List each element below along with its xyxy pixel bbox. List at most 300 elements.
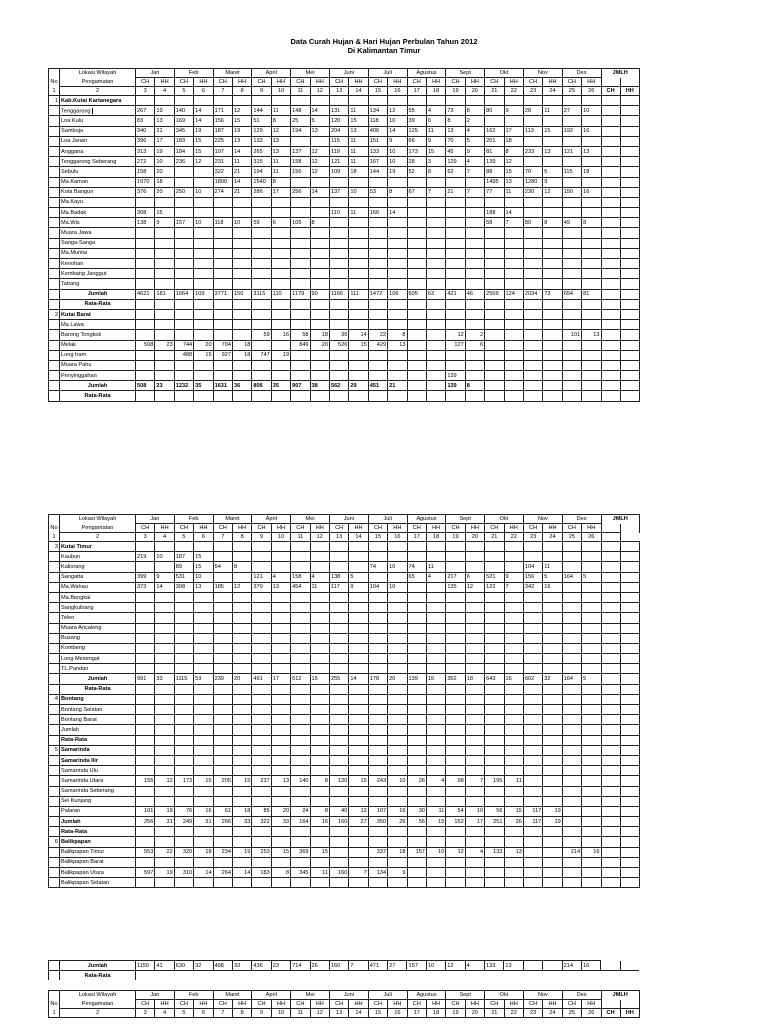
hh-value <box>504 725 523 735</box>
hh-value <box>271 228 290 238</box>
hh-value <box>388 269 407 279</box>
ch-value: 194 <box>252 167 271 177</box>
ch-value <box>407 381 426 391</box>
ch-value <box>523 320 542 330</box>
ch-value <box>213 238 232 248</box>
header-pengamatan: Pengamatan <box>60 524 136 533</box>
hh-value <box>543 786 562 796</box>
ch-value <box>329 279 348 289</box>
ch-value: 115 <box>329 136 348 146</box>
ch-value: 127 <box>446 340 465 350</box>
ch-value: 256 <box>291 187 310 197</box>
hh-value <box>426 340 445 350</box>
ch-value <box>252 603 271 613</box>
ch-value: 150 <box>562 187 581 197</box>
ch-value: 187 <box>213 126 232 136</box>
ch-value <box>252 684 271 694</box>
station-name: Kaubun <box>60 552 136 562</box>
header-colnum: 13 <box>329 87 348 96</box>
hh-value: 15 <box>504 167 523 177</box>
hh-value: 13 <box>582 330 601 340</box>
hh-value <box>465 837 484 847</box>
row-number <box>49 126 60 136</box>
ch-value <box>446 299 465 309</box>
ch-value <box>562 562 581 572</box>
header-colnum: 20 <box>465 1009 484 1018</box>
jmlh-hh <box>620 572 639 582</box>
table-row <box>49 381 640 391</box>
ch-value <box>368 299 387 309</box>
ch-value: 231 <box>213 157 232 167</box>
ch-value: 54 <box>213 562 232 572</box>
ch-value: 107 <box>368 806 387 816</box>
hh-value <box>155 735 174 745</box>
empty-cell <box>310 971 329 981</box>
ch-value <box>407 340 426 350</box>
hh-value <box>349 320 368 330</box>
table-row <box>49 755 640 765</box>
hh-value <box>504 684 523 694</box>
ch-value <box>136 664 155 674</box>
hh-value <box>426 248 445 258</box>
row-number <box>49 238 60 248</box>
ch-value: 85 <box>252 806 271 816</box>
ch-value: 747 <box>252 350 271 360</box>
hh-value: 106 <box>388 289 407 299</box>
hh-value: 4 <box>465 961 484 971</box>
jmlh-ch <box>601 582 620 592</box>
hh-value <box>271 391 290 401</box>
hh-value <box>426 350 445 360</box>
ch-value <box>213 360 232 370</box>
ch-value: 255 <box>329 674 348 684</box>
hh-value <box>310 562 329 572</box>
hh-value: 15 <box>543 126 562 136</box>
hh-value <box>426 371 445 381</box>
hh-value: 21 <box>232 187 251 197</box>
hh-value <box>465 360 484 370</box>
ch-value: 308 <box>136 208 155 218</box>
hh-value <box>349 664 368 674</box>
ch-value <box>562 827 581 837</box>
jmlh-hh <box>620 197 639 207</box>
hh-value: 15 <box>194 552 213 562</box>
ch-value <box>213 633 232 643</box>
table-row <box>49 868 640 878</box>
hh-value <box>465 633 484 643</box>
ch-value <box>407 391 426 401</box>
hh-value <box>194 371 213 381</box>
hh-value: 16 <box>504 674 523 684</box>
table-row-rata <box>49 971 640 981</box>
ch-value <box>252 766 271 776</box>
header-no: No <box>50 525 58 531</box>
table-row <box>49 633 640 643</box>
hh-value <box>232 259 251 269</box>
row-number <box>49 633 60 643</box>
hh-value <box>155 542 174 552</box>
ch-value <box>446 705 465 715</box>
ch-value <box>174 542 193 552</box>
hh-value <box>582 238 601 248</box>
ch-value <box>329 552 348 562</box>
ch-value <box>291 837 310 847</box>
ch-value <box>446 96 465 106</box>
ch-value: 158 <box>291 572 310 582</box>
ch-value <box>252 643 271 653</box>
hh-value: 33 <box>232 961 251 971</box>
hh-value <box>582 177 601 187</box>
ch-value <box>136 857 155 867</box>
jmlh-hh <box>620 381 639 391</box>
hh-value: 9 <box>543 177 562 187</box>
ch-value <box>407 755 426 765</box>
hh-value <box>426 592 445 602</box>
header-ch: CH <box>368 524 387 533</box>
hh-value <box>426 96 445 106</box>
header-month: Maret <box>213 69 252 78</box>
hh-value <box>194 299 213 309</box>
hh-value: 4 <box>426 776 445 786</box>
ch-value <box>136 259 155 269</box>
ch-value <box>368 623 387 633</box>
jmlh-hh <box>620 684 639 694</box>
jmlh-ch <box>601 694 620 704</box>
ch-value <box>562 269 581 279</box>
header-hh: HH <box>465 1000 484 1009</box>
table-row <box>49 340 640 350</box>
ch-value: 4621 <box>136 289 155 299</box>
hh-value <box>310 238 329 248</box>
ch-value <box>174 197 193 207</box>
ch-value: 310 <box>174 868 193 878</box>
header-colnum: 16 <box>388 87 407 96</box>
ch-value <box>213 613 232 623</box>
station-name: Kab.Kutai Kartanegara <box>60 96 136 106</box>
hh-value <box>310 664 329 674</box>
hh-value <box>582 381 601 391</box>
header-hh: HH <box>271 78 290 87</box>
ch-value: 195 <box>485 776 504 786</box>
header-month: Okt <box>485 991 524 1000</box>
hh-value <box>271 715 290 725</box>
hh-value <box>155 350 174 360</box>
hh-value <box>543 309 562 319</box>
ch-value <box>485 857 504 867</box>
hh-value <box>465 613 484 623</box>
ch-value <box>407 360 426 370</box>
ch-value <box>291 643 310 653</box>
ch-value <box>446 391 465 401</box>
ch-value: 160 <box>329 868 348 878</box>
ch-value: 40 <box>329 806 348 816</box>
table-row <box>49 654 640 664</box>
ch-value <box>174 705 193 715</box>
hh-value: 33 <box>232 817 251 827</box>
hh-value: 17 <box>271 187 290 197</box>
hh-value: 15 <box>194 146 213 156</box>
jmlh-ch <box>601 786 620 796</box>
ch-value <box>562 136 581 146</box>
table-row <box>49 592 640 602</box>
ch-value <box>523 643 542 653</box>
hh-value <box>465 745 484 755</box>
ch-value: 266 <box>213 817 232 827</box>
ch-value <box>174 603 193 613</box>
hh-value <box>310 786 329 796</box>
row-number <box>49 582 60 592</box>
hh-value <box>582 857 601 867</box>
jmlh-ch <box>601 542 620 552</box>
jmlh-ch <box>601 228 620 238</box>
ch-value <box>523 360 542 370</box>
hh-value <box>504 868 523 878</box>
hh-value: 7 <box>465 167 484 177</box>
jmlh-hh <box>620 309 639 319</box>
hh-value <box>271 552 290 562</box>
ch-value <box>368 350 387 360</box>
ch-value <box>329 299 348 309</box>
ch-value <box>213 208 232 218</box>
jmlh-ch <box>601 847 620 857</box>
station-name: Rata-Rata <box>60 971 136 981</box>
ch-value <box>368 705 387 715</box>
ch-value <box>174 857 193 867</box>
hh-value: 16 <box>581 961 600 971</box>
ch-value: 214 <box>562 847 581 857</box>
ch-value <box>368 248 387 258</box>
ch-value <box>174 878 193 888</box>
ch-value <box>523 371 542 381</box>
row-number <box>49 971 60 981</box>
hh-value <box>155 391 174 401</box>
ch-value <box>523 705 542 715</box>
table-row <box>49 309 640 319</box>
ch-value: 101 <box>562 330 581 340</box>
jmlh-ch <box>601 146 620 156</box>
hh-value: 11 <box>426 806 445 816</box>
hh-value <box>271 360 290 370</box>
ch-value <box>562 340 581 350</box>
station-name: Tabang <box>60 279 136 289</box>
hh-value <box>426 643 445 653</box>
row-number <box>49 684 60 694</box>
ch-value: 133 <box>485 961 504 971</box>
hh-value: 14 <box>232 177 251 187</box>
hh-value: 19 <box>155 868 174 878</box>
ch-value: 421 <box>446 289 465 299</box>
hh-value <box>349 694 368 704</box>
ch-value <box>446 197 465 207</box>
jmlh-hh <box>620 371 639 381</box>
jmlh-hh <box>620 817 639 827</box>
hh-value: 10 <box>388 776 407 786</box>
ch-value <box>368 269 387 279</box>
hh-value <box>232 552 251 562</box>
ch-value <box>252 857 271 867</box>
hh-value <box>232 613 251 623</box>
hh-value: 8 <box>310 806 329 816</box>
header-row-colnums <box>49 1009 640 1018</box>
empty-cell <box>368 971 387 981</box>
hh-value <box>582 715 601 725</box>
hh-value: 8 <box>465 106 484 116</box>
ch-value <box>368 309 387 319</box>
hh-value <box>504 381 523 391</box>
ch-value: 25 <box>291 116 310 126</box>
ch-value <box>252 340 271 350</box>
hh-value <box>582 197 601 207</box>
ch-value <box>174 684 193 694</box>
jmlh-ch <box>601 320 620 330</box>
ch-value <box>136 796 155 806</box>
ch-value <box>523 837 542 847</box>
ch-value <box>329 623 348 633</box>
ch-value: 192 <box>562 126 581 136</box>
hh-value <box>582 868 601 878</box>
hh-value: 26 <box>388 817 407 827</box>
row-number <box>49 592 60 602</box>
hh-value <box>543 248 562 258</box>
ch-value: 553 <box>136 847 155 857</box>
hh-value <box>465 552 484 562</box>
ch-value <box>368 786 387 796</box>
hh-value: 11 <box>349 157 368 167</box>
header-hh: HH <box>310 78 329 87</box>
jmlh-ch <box>601 674 620 684</box>
hh-value <box>543 350 562 360</box>
station-name: Jumlah <box>60 674 136 684</box>
table-row <box>49 350 640 360</box>
header-hh: HH <box>232 524 251 533</box>
hh-value <box>271 197 290 207</box>
hh-value: 150 <box>232 289 251 299</box>
station-name: Sanga-Sanga <box>60 238 136 248</box>
hh-value: 16 <box>582 126 601 136</box>
ch-value: 134 <box>368 868 387 878</box>
ch-value <box>523 694 542 704</box>
ch-value: 2569 <box>485 289 504 299</box>
ch-value <box>252 542 271 552</box>
ch-value: 286 <box>252 187 271 197</box>
ch-value: 122 <box>485 582 504 592</box>
header-ch: CH <box>407 524 426 533</box>
hh-value: 12 <box>155 776 174 786</box>
header-colnum: 24 <box>543 1009 562 1018</box>
hh-value: 4 <box>310 572 329 582</box>
header-ch: CH <box>446 524 465 533</box>
jmlh-ch <box>601 603 620 613</box>
ch-value <box>368 745 387 755</box>
hh-value <box>194 542 213 552</box>
header-colnum: 1 <box>49 533 60 542</box>
ch-value <box>213 592 232 602</box>
ch-value <box>213 259 232 269</box>
hh-value <box>543 694 562 704</box>
hh-value <box>582 684 601 694</box>
ch-value <box>562 868 581 878</box>
hh-value <box>426 633 445 643</box>
hh-value: 19 <box>388 167 407 177</box>
ch-value: 119 <box>329 146 348 156</box>
ch-value <box>252 592 271 602</box>
hh-value <box>310 705 329 715</box>
jmlh-ch <box>601 806 620 816</box>
ch-value: 531 <box>174 572 193 582</box>
table-row <box>49 796 640 806</box>
hh-value <box>349 837 368 847</box>
hh-value <box>543 279 562 289</box>
ch-value <box>213 96 232 106</box>
ch-value: 138 <box>329 572 348 582</box>
ch-value <box>368 725 387 735</box>
hh-value <box>504 643 523 653</box>
ch-value <box>136 320 155 330</box>
hh-value <box>465 705 484 715</box>
ch-value <box>485 735 504 745</box>
hh-value <box>388 857 407 867</box>
ch-value <box>329 309 348 319</box>
hh-value: 3 <box>426 157 445 167</box>
jmlh-hh <box>620 776 639 786</box>
ch-value <box>136 643 155 653</box>
row-number <box>49 228 60 238</box>
ch-value: 89 <box>174 562 193 572</box>
hh-value <box>232 735 251 745</box>
jmlh-ch <box>601 350 620 360</box>
hh-value: 15 <box>232 116 251 126</box>
hh-value <box>232 705 251 715</box>
station-name: Tenggarong Seberang <box>60 157 136 167</box>
header-jmlh-hh <box>620 1000 639 1009</box>
station-name: Kaliorang <box>60 562 136 572</box>
jmlh-hh <box>620 837 639 847</box>
hh-value: 12 <box>543 187 562 197</box>
row-number <box>49 796 60 806</box>
hh-value: 53 <box>194 674 213 684</box>
hh-value: 14 <box>349 330 368 340</box>
station-name: Kembang Janggut <box>60 269 136 279</box>
hh-value <box>543 299 562 309</box>
header-colnum: 6 <box>194 533 213 542</box>
hh-value <box>271 208 290 218</box>
jmlh-hh <box>620 167 639 177</box>
header-colnum: 16 <box>388 533 407 542</box>
hh-value: 8 <box>310 776 329 786</box>
jmlh-ch <box>601 340 620 350</box>
ch-value <box>329 684 348 694</box>
hh-value <box>582 371 601 381</box>
ch-value: 70 <box>523 167 542 177</box>
row-number <box>49 878 60 888</box>
ch-value <box>136 197 155 207</box>
hh-value <box>232 279 251 289</box>
ch-value <box>174 208 193 218</box>
header-month: Jan <box>136 515 175 524</box>
jmlh-ch <box>601 177 620 187</box>
hh-value: 13 <box>271 582 290 592</box>
hh-value <box>310 177 329 187</box>
ch-value: 471 <box>368 961 387 971</box>
hh-value <box>310 136 329 146</box>
header-colnum: 9 <box>252 1009 271 1018</box>
ch-value <box>485 350 504 360</box>
ch-value <box>485 755 504 765</box>
ch-value <box>368 603 387 613</box>
ch-value <box>523 796 542 806</box>
hh-value <box>582 878 601 888</box>
ch-value <box>174 664 193 674</box>
